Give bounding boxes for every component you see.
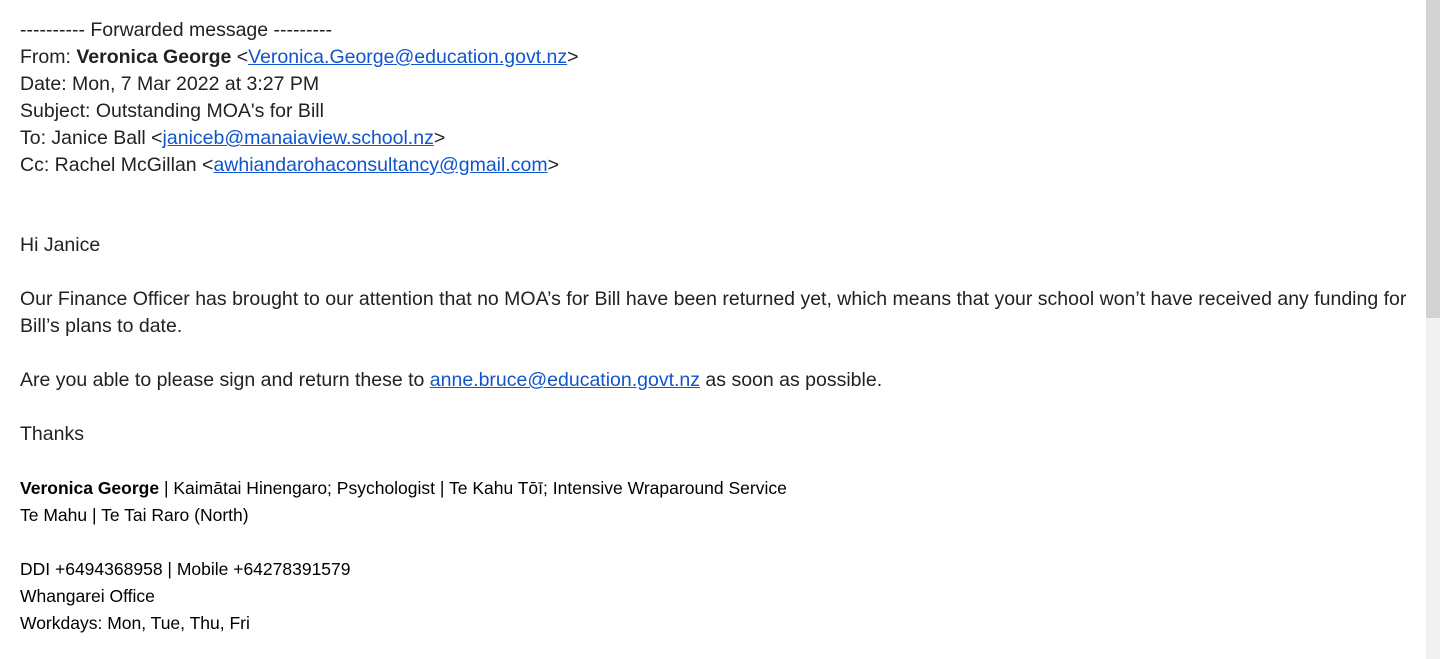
email-body — [20, 17, 1410, 637]
signature-phones: DDI +6494368958 | Mobile +64278391579 — [20, 559, 351, 579]
cc-email-link[interactable]: awhiandarohaconsultancy@gmail.com — [213, 154, 548, 176]
date-line: Date: Mon, 7 Mar 2022 at 3:27 PM — [20, 73, 320, 95]
cc-line — [20, 152, 1410, 179]
to-email-link[interactable]: janiceb@manaiaview.school.nz — [162, 127, 434, 149]
signature-block — [20, 475, 1410, 637]
to-label: To: Janice Ball < — [20, 127, 163, 149]
signature-name-line — [20, 475, 1410, 502]
from-name: Veronica George — [76, 46, 232, 68]
subject-line: Subject: Outstanding MOA's for Bill — [20, 100, 324, 122]
signature-name: Veronica George — [20, 478, 160, 498]
anne-bruce-email-link[interactable]: anne.bruce@education.govt.nz — [429, 369, 701, 391]
cc-label: Cc: Rachel McGillan < — [20, 154, 214, 176]
paragraph2-after: as soon as possible. — [700, 369, 883, 391]
signature-role: | Kaimātai Hinengaro; Psychologist | Te Kahu Tōī; Intensive Wraparound Service — [159, 478, 787, 498]
thanks-line: Thanks — [20, 423, 84, 445]
signature-office: Whangarei Office — [20, 586, 155, 606]
from-label: From: — [20, 46, 77, 68]
signature-team: Te Mahu | Te Tai Raro (North) — [20, 505, 249, 525]
body-paragraph-1: Our Finance Officer has brought to our attention that no MOA’s for Bill have been returned yet, which means that your school won’t have received any funding for Bill’s plans to date. — [20, 288, 1407, 337]
body-paragraph-2 — [20, 367, 1410, 394]
to-close-angle: > — [433, 127, 446, 149]
greeting: Hi Janice — [20, 234, 101, 256]
scrollbar-thumb[interactable] — [1426, 0, 1440, 318]
from-close-angle: > — [567, 46, 579, 68]
from-line — [20, 44, 1410, 71]
forwarded-header: ---------- Forwarded message --------- — [20, 19, 332, 41]
to-line — [20, 125, 1410, 152]
cc-close-angle: > — [547, 154, 559, 176]
from-email-link[interactable]: Veronica.George@education.govt.nz — [248, 46, 568, 68]
paragraph2-before: Are you able to please sign and return these to — [20, 369, 430, 391]
from-open-angle: < — [231, 46, 249, 68]
signature-workdays: Workdays: Mon, Tue, Thu, Fri — [20, 613, 250, 633]
